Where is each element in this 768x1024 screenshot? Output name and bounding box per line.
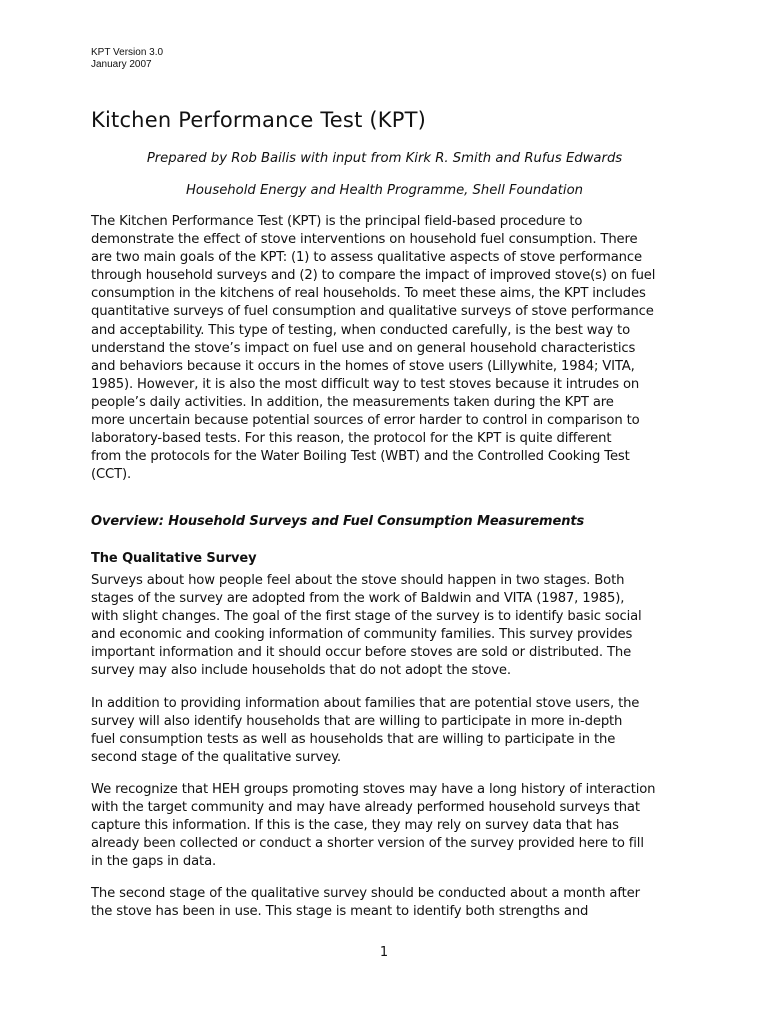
paragraph-potential-users: In addition to providing information about families that are potential stove users, the survey will also identify households that are willing to participate in more in-depth fuel consumption tests as well as households that are willing to participate in the second stage of the qualitative survey. <box>91 696 640 766</box>
overview-heading: Overview: Household Surveys and Fuel Consumption Measurements <box>91 514 585 529</box>
paragraph-second-stage: The second stage of the qualitative survey should be conducted about a month after the stove has been in use. This stage is meant to identify both strengths and <box>91 886 640 920</box>
document-title: Kitchen Performance Test (KPT) <box>91 108 427 132</box>
organization-line: Household Energy and Health Programme, Shell Foundation <box>185 183 584 198</box>
page-number: 1 <box>379 945 389 960</box>
qualitative-survey-heading: The Qualitative Survey <box>91 551 257 566</box>
paragraph-survey-stages: Surveys about how people feel about the stove should happen in two stages. Both stages of the survey are adopted from the work of Baldwin and VITA (1987, 1985), with slight changes. The goal of the first stage of the survey is to identify basic social and economic and cooking information of community families. This survey provides important information and it should occur before stoves are sold or distributed. The survey may also include households that do not adopt the stove. <box>91 573 642 679</box>
intro-paragraph: The Kitchen Performance Test (KPT) is the principal field-based procedure to demonstrate the effect of stove interventions on household fuel consumption. There are two main goals of the KPT: (1) to assess qualitative aspects of stove performance through household surveys and (2) to compare the impact of improved stove(s) on fuel consumption in the kitchens of real households. To meet these aims, the KPT includes quantitative surveys of fuel consumption and qualitative surveys of stove performance and acceptability. This type of testing, when conducted carefully, is the best way to understand the stove’s impact on fuel use and on general household characteristics and behaviors because it occurs in the homes of stove users (Lillywhite, 1984; VITA, 1985). However, it is also the most difficult way to test stoves because it intrudes on people’s daily activities. In addition, the measurements taken during the KPT are more uncertain because potential sources of error harder to control in comparison to laboratory-based tests. For this reason, the protocol for the KPT is quite different from the protocols for the Water Boiling Test (WBT) and the Controlled Cooking Test (CCT). <box>91 214 656 483</box>
paragraph-existing-surveys: We recognize that HEH groups promoting stoves may have a long history of interaction with the target community and may have already performed household surveys that capture this information. If this is the case, they may rely on survey data that has already been collected or conduct a shorter version of the survey provided here to fill in the gaps in data. <box>91 782 656 870</box>
running-header <box>91 47 163 71</box>
version-label: KPT Version 3.0 <box>91 47 164 58</box>
date-label: January 2007 <box>91 59 152 70</box>
author-byline: Prepared by Rob Bailis with input from Kirk R. Smith and Rufus Edwards <box>146 151 623 166</box>
